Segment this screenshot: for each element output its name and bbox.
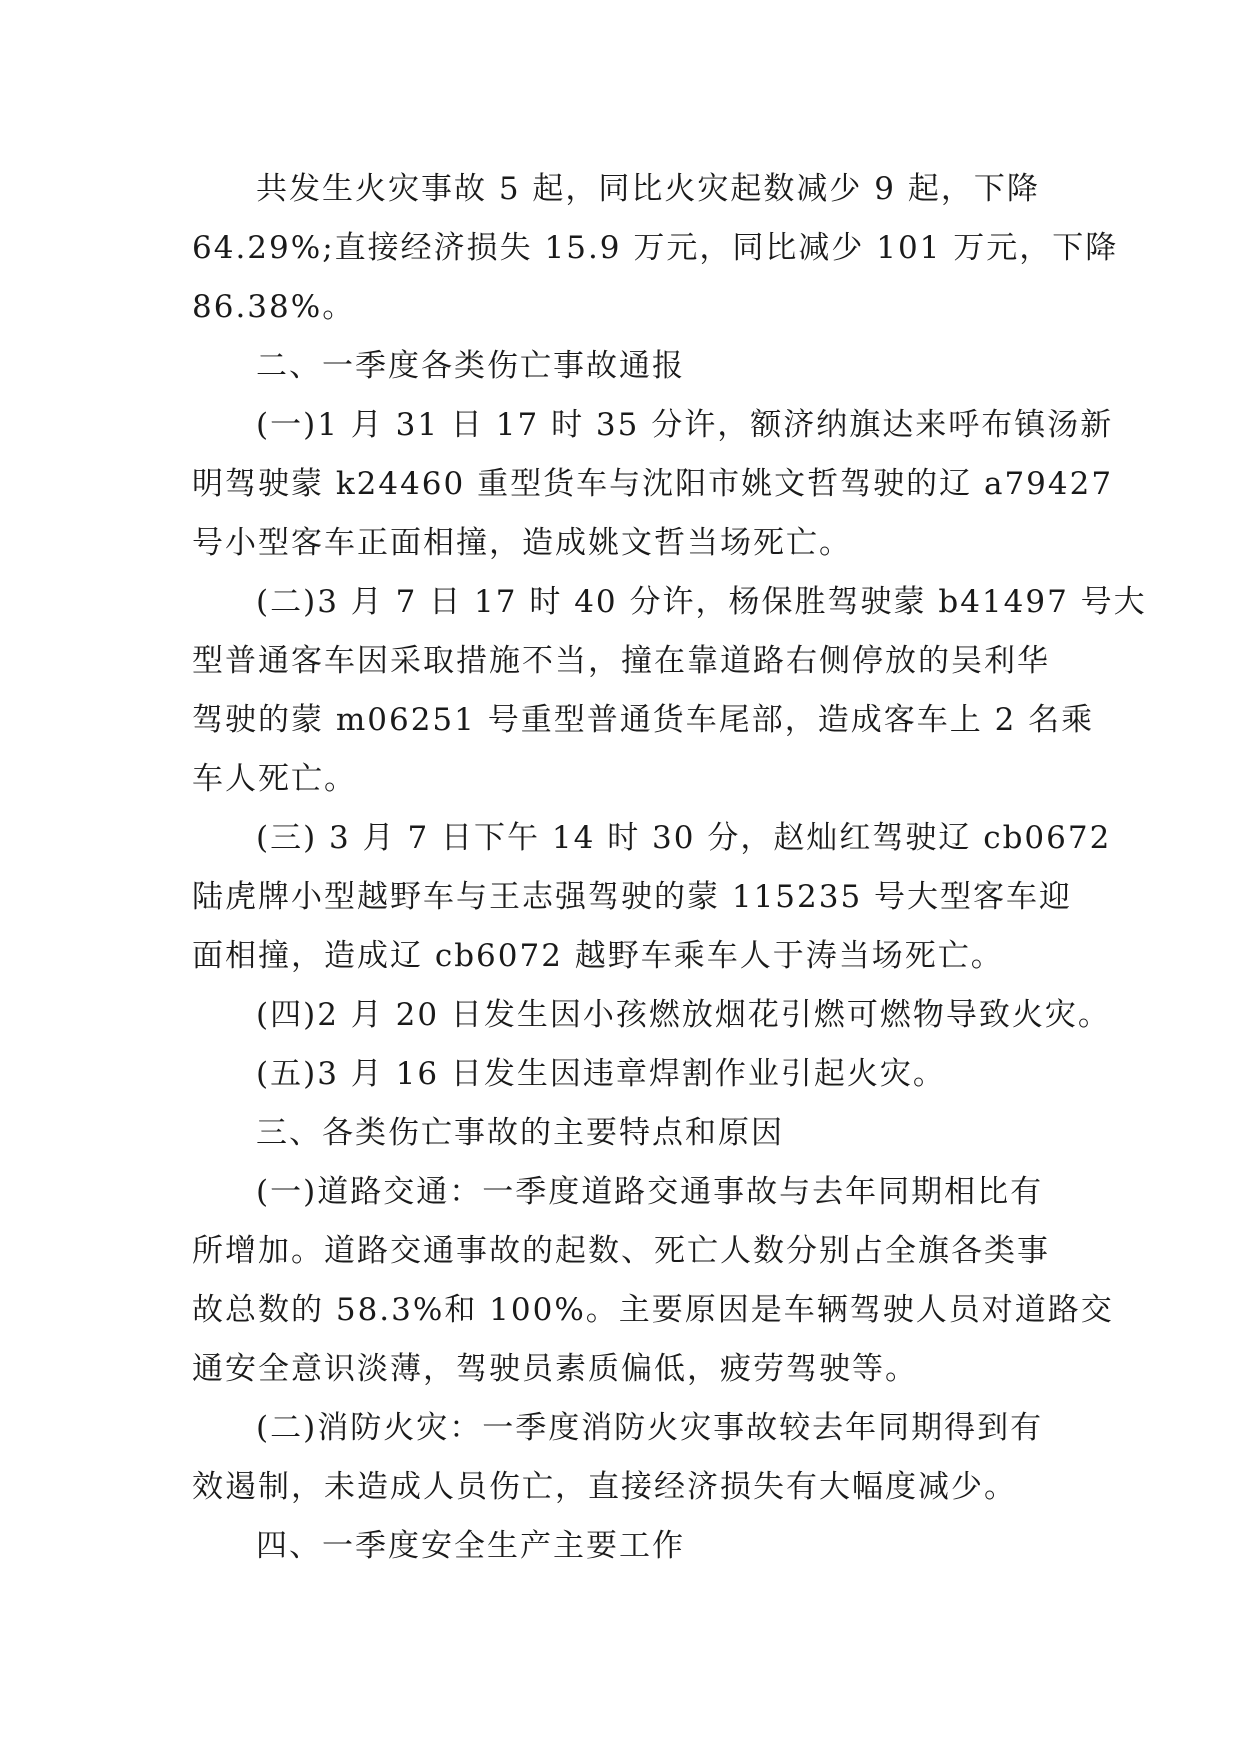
text-line: 86.38%。 [192,289,356,325]
text-line: (一)道路交通：一季度道路交通事故与去年同期相比有 [256,1174,1044,1210]
text-line: (二)3 月 7 日 17 时 40 分许，杨保胜驾驶蒙 b41497 号大 [256,584,1147,620]
text-line: (三) 3 月 7 日下午 14 时 30 分，赵灿红驾驶辽 cb0672 [256,820,1112,856]
text-line: (一)1 月 31 日 17 时 35 分许，额济纳旗达来呼布镇汤新 [256,407,1114,443]
text-line: 故总数的 58.3%和 100%。主要原因是车辆驾驶人员对道路交 [192,1292,1114,1328]
text-line: 面相撞，造成辽 cb6072 越野车乘车人于涛当场死亡。 [192,938,1004,974]
section-heading: 四、一季度安全生产主要工作 [256,1528,685,1564]
text-line: (二)消防火灾：一季度消防火灾事故较去年同期得到有 [256,1410,1044,1446]
text-line: 号小型客车正面相撞，造成姚文哲当场死亡。 [192,525,852,561]
text-line: 效遏制，未造成人员伤亡，直接经济损失有大幅度减少。 [192,1469,1017,1505]
text-line: 陆虎牌小型越野车与王志强驾驶的蒙 115235 号大型客车迎 [192,879,1073,915]
section-heading: 三、各类伤亡事故的主要特点和原因 [256,1115,784,1151]
text-line: 明驾驶蒙 k24460 重型货车与沈阳市姚文哲驾驶的辽 a79427 [192,466,1114,502]
text-line: 共发生火灾事故 5 起，同比火灾起数减少 9 起，下降 [256,171,1040,207]
text-line: 车人死亡。 [192,761,357,797]
text-line: 通安全意识淡薄，驾驶员素质偏低，疲劳驾驶等。 [192,1351,918,1387]
text-line: 64.29%;直接经济损失 15.9 万元，同比减少 101 万元，下降 [192,230,1119,266]
document-body [192,160,1147,1576]
section-heading: 二、一季度各类伤亡事故通报 [256,348,685,384]
text-line: 所增加。道路交通事故的起数、死亡人数分别占全旗各类事 [192,1233,1050,1269]
text-line: (四)2 月 20 日发生因小孩燃放烟花引燃可燃物导致火灾。 [256,997,1111,1033]
text-line: 型普通客车因采取措施不当，撞在靠道路右侧停放的吴利华 [192,643,1050,679]
text-line: (五)3 月 16 日发生因违章焊割作业引起火灾。 [256,1056,946,1092]
text-line: 驾驶的蒙 m06251 号重型普通货车尾部，造成客车上 2 名乘 [192,702,1095,738]
